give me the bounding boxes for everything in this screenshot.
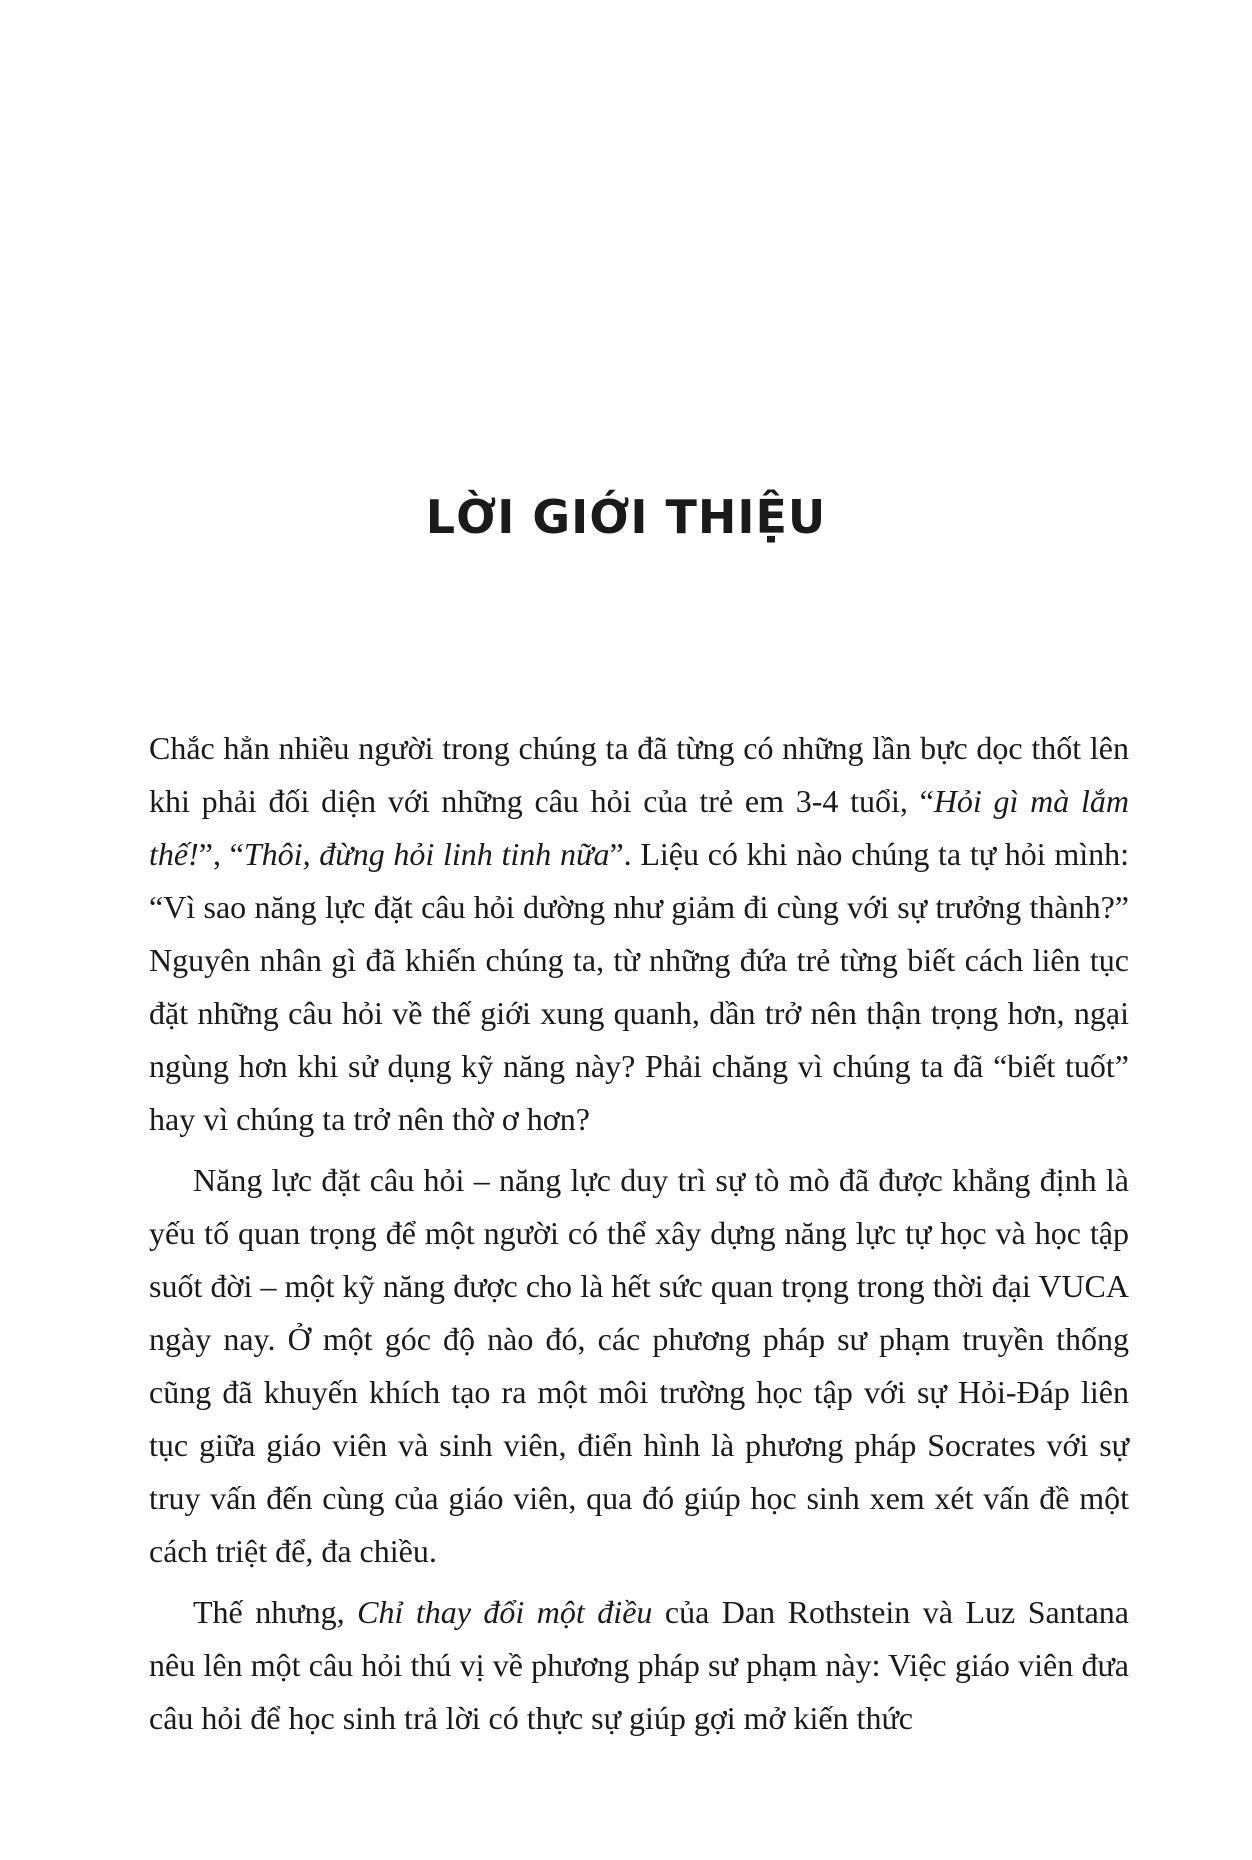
text-segment: ”, “ [198,836,244,872]
chapter-title: LỜI GIỚI THIỆU [425,490,827,544]
text-segment: Chắc hẳn nhiều người trong chúng ta đã từng có những lần bực dọc thốt lên khi phải đối diện với những câu hỏi của trẻ em 3-4 tuổi, “ [149,730,1129,819]
text-segment: Thế nhưng, [193,1594,358,1630]
paragraph [149,1586,1129,1745]
italic-quote: Hỏi gì mà lắm thế! [149,783,1130,872]
italic-book-title: Chỉ thay đổi một điều [357,1594,653,1630]
paragraph [149,722,1129,1146]
body-text [149,722,1129,1745]
paragraph [149,1154,1129,1578]
text-segment: ”. Liệu có khi nào chúng ta tự hỏi mình: “Vì sao năng lực đặt câu hỏi dường như giảm đi cùng với sự trưởng thành?” Nguyên nhân gì đã khiến chúng ta, từ những đứa trẻ từng biết cách liên tục đặt những câu hỏi về thế giới xung quanh, dần trở nên thận trọng hơn, ngại ngùng hơn khi sử dụng kỹ năng này? Phải chăng vì chúng ta đã “biết tuốt” hay vì chúng ta trở nên thờ ơ hơn? [149,836,1130,1137]
text-segment: của Dan Rothstein và Luz Santana nêu lên một câu hỏi thú vị về phương pháp sư phạm này: Việc giáo viên đưa câu hỏi để học sinh trả lời có thực sự giúp gợi mở kiến thức [149,1594,1130,1736]
italic-quote: Thôi, đừng hỏi linh tinh nữa [243,836,610,872]
text-segment: Năng lực đặt câu hỏi – năng lực duy trì sự tò mò đã được khẳng định là yếu tố quan trọng để một người có thể xây dựng năng lực tự học và học tập suốt đời – một kỹ năng được cho là hết sức quan trọng trong thời đại VUCA ngày nay. Ở một góc độ nào đó, các phương pháp sư phạm truyền thống cũng đã khuyến khích tạo ra một môi trường học tập với sự Hỏi-Đáp liên tục giữa giáo viên và sinh viên, điển hình là phương pháp Socrates với sự truy vấn đến cùng của giáo viên, qua đó giúp học sinh xem xét vấn đề một cách triệt để, đa chiều. [149,1162,1129,1569]
